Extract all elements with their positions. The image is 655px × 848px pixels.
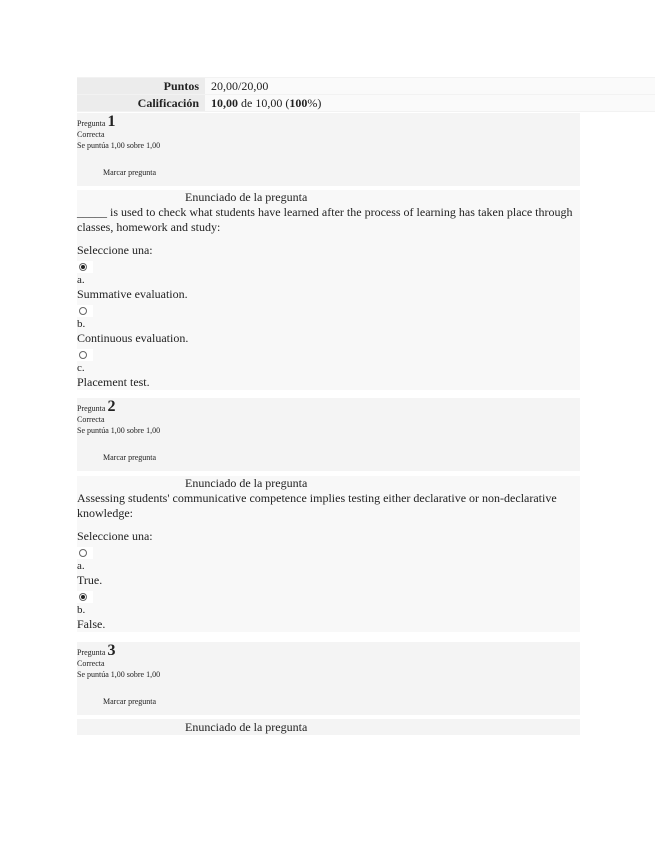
answer-letter: a. (77, 560, 85, 572)
points-value: 20,00/20,00 (205, 78, 655, 95)
question-grade: Se puntúa 1,00 sobre 1,00 (77, 670, 161, 679)
grade-percent: 100 (289, 95, 308, 110)
answer-option-a[interactable] (77, 544, 580, 588)
question-2-content (77, 476, 580, 632)
grade-suffix: %) (307, 95, 322, 110)
question-label: Pregunta (77, 648, 106, 657)
answer-option-c[interactable] (77, 346, 580, 390)
question-text: Assessing students' communicative competence implies testing either declarative or non-declarative knowledge: (77, 491, 557, 520)
question-3-content (77, 719, 580, 735)
question-2-header (77, 398, 580, 414)
question-number: 3 (107, 642, 116, 659)
points-row (77, 78, 655, 95)
answer-option-a[interactable] (77, 258, 580, 302)
answer-letter: b. (77, 318, 86, 330)
radio-button[interactable] (77, 305, 93, 317)
question-3-header (77, 642, 580, 658)
answer-text: Continuous evaluation. (77, 331, 189, 345)
flag-question-button[interactable]: Marcar pregunta (103, 697, 157, 706)
question-grade: Se puntúa 1,00 sobre 1,00 (77, 426, 161, 435)
radio-button[interactable] (77, 261, 93, 273)
answer-letter: b. (77, 604, 86, 616)
question-1-header (77, 113, 580, 129)
question-title: Enunciado de la pregunta (185, 476, 308, 490)
radio-button[interactable] (77, 591, 93, 603)
answer-text: Summative evaluation. (77, 287, 188, 301)
answer-letter: c. (77, 362, 85, 374)
question-1-content (77, 190, 580, 390)
question-grade: Se puntúa 1,00 sobre 1,00 (77, 141, 161, 150)
answer-letter: a. (77, 274, 85, 286)
radio-button[interactable] (77, 349, 93, 361)
question-3-info (77, 642, 580, 715)
answer-prompt: Seleccione una: (77, 529, 153, 543)
quiz-summary-table (77, 77, 655, 112)
answer-option-b[interactable] (77, 302, 580, 346)
grade-score: 10,00 (211, 95, 238, 110)
grade-label: Calificación (77, 95, 205, 112)
question-state: Correcta (77, 415, 105, 424)
grade-of: de 10,00 ( (238, 95, 290, 110)
flag-question-button[interactable]: Marcar pregunta (103, 453, 157, 462)
flag-question-button[interactable]: Marcar pregunta (103, 168, 157, 177)
question-state: Correcta (77, 659, 105, 668)
answer-text: Placement test. (77, 375, 150, 389)
answer-option-b[interactable] (77, 588, 580, 632)
question-title: Enunciado de la pregunta (185, 720, 308, 734)
grade-row (77, 95, 655, 112)
question-number: 1 (107, 113, 116, 130)
answer-text: False. (77, 617, 106, 631)
answer-prompt: Seleccione una: (77, 243, 153, 257)
question-number: 2 (107, 398, 116, 415)
question-title: Enunciado de la pregunta (185, 190, 308, 204)
grade-value (205, 95, 655, 112)
points-label: Puntos (77, 78, 205, 95)
question-text: _____ is used to check what students have learned after the process of learning has taken place through classes, homework and study: (77, 205, 573, 234)
answer-text: True. (77, 573, 103, 587)
question-1-info (77, 113, 580, 186)
radio-button[interactable] (77, 547, 93, 559)
question-label: Pregunta (77, 404, 106, 413)
question-2-info (77, 398, 580, 471)
question-state: Correcta (77, 130, 105, 139)
question-label: Pregunta (77, 119, 106, 128)
